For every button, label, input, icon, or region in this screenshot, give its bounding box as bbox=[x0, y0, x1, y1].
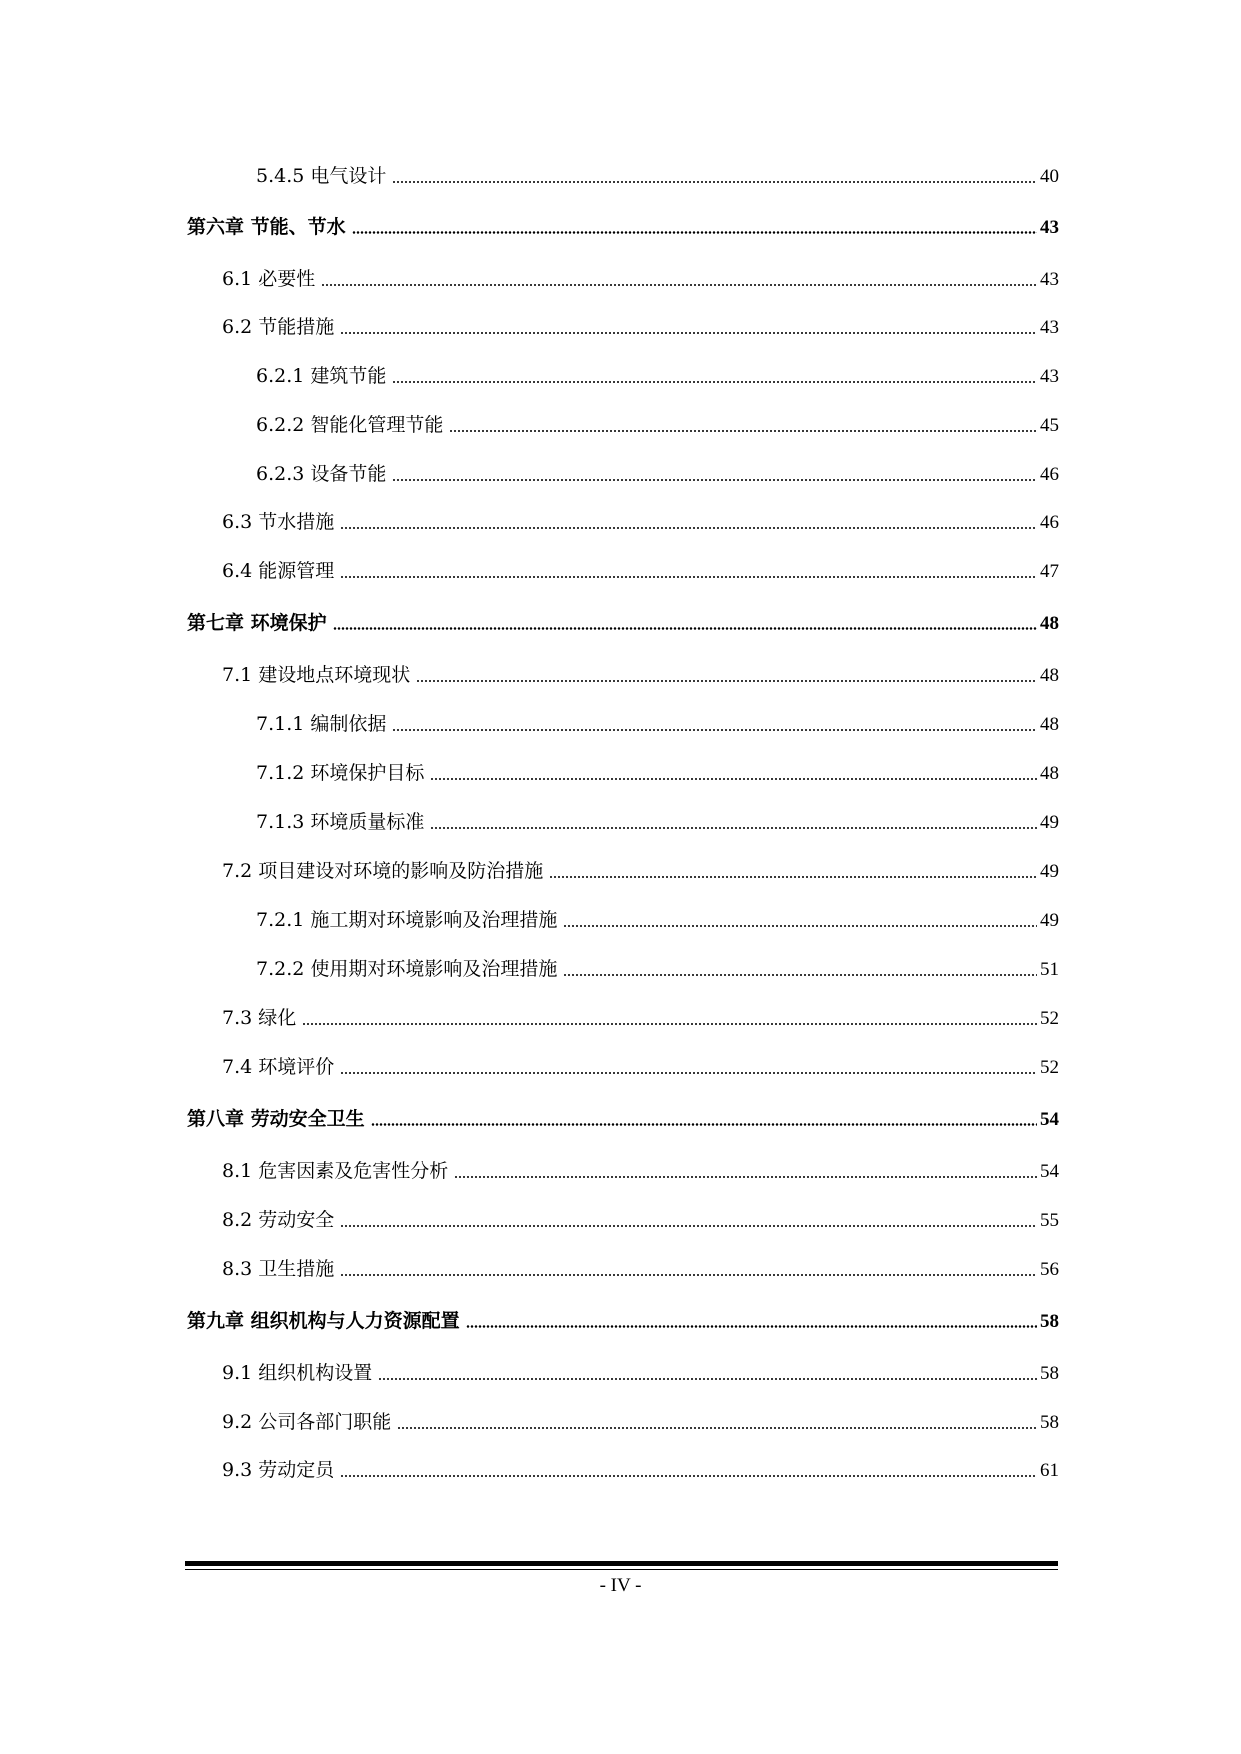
toc-entry[interactable] bbox=[222, 1407, 1059, 1437]
toc-entry[interactable] bbox=[222, 1156, 1059, 1186]
toc-entry[interactable] bbox=[222, 1358, 1059, 1388]
toc-chapter-entry[interactable] bbox=[187, 1306, 1059, 1336]
toc-entry-title: 8.3 卫生措施 bbox=[222, 1258, 335, 1280]
page-number: - IV - bbox=[599, 1575, 642, 1596]
toc-dot-leader bbox=[549, 876, 1037, 878]
toc-dot-leader bbox=[563, 974, 1037, 976]
toc-dot-leader bbox=[340, 1475, 1037, 1477]
toc-entry-page: 56 bbox=[1040, 1259, 1059, 1280]
toc-entry-title: 6.2.2 智能化管理节能 bbox=[256, 414, 444, 436]
toc-entry-page: 51 bbox=[1040, 959, 1059, 980]
toc-entry-page: 47 bbox=[1040, 561, 1059, 582]
toc-entry-page: 40 bbox=[1040, 166, 1059, 187]
toc-entry-title: 6.2.1 建筑节能 bbox=[256, 365, 387, 387]
toc-entry-title: 7.1.1 编制依据 bbox=[256, 713, 387, 735]
toc-dot-leader bbox=[392, 479, 1037, 481]
toc-entry-title: 9.3 劳动定员 bbox=[222, 1459, 335, 1481]
toc-entry[interactable] bbox=[256, 954, 1059, 984]
toc-entry-page: 48 bbox=[1040, 665, 1059, 686]
toc-entry-page: 46 bbox=[1040, 512, 1059, 533]
toc-entry-page: 58 bbox=[1040, 1311, 1059, 1332]
toc-entry-title: 5.4.5 电气设计 bbox=[256, 165, 387, 187]
toc-entry-title: 第九章 组织机构与人力资源配置 bbox=[187, 1310, 460, 1332]
toc-chapter-entry[interactable] bbox=[187, 608, 1059, 638]
toc-entry[interactable] bbox=[222, 507, 1059, 537]
toc-entry-page: 55 bbox=[1040, 1210, 1059, 1231]
toc-entry-page: 54 bbox=[1040, 1161, 1059, 1182]
toc-entry-title: 7.2 项目建设对环境的影响及防治措施 bbox=[222, 860, 544, 882]
toc-entry-page: 58 bbox=[1040, 1412, 1059, 1433]
toc-entry[interactable] bbox=[222, 856, 1059, 886]
toc-entry-title: 7.4 环境评价 bbox=[222, 1056, 335, 1078]
toc-dot-leader bbox=[563, 925, 1037, 927]
toc-dot-leader bbox=[416, 680, 1037, 682]
toc-dot-leader bbox=[449, 430, 1037, 432]
toc-dot-leader bbox=[454, 1176, 1037, 1178]
toc-entry-title: 第八章 劳动安全卫生 bbox=[187, 1108, 365, 1130]
toc-entry[interactable] bbox=[222, 312, 1059, 342]
toc-entry[interactable] bbox=[222, 264, 1059, 294]
toc-entry-page: 61 bbox=[1040, 1460, 1059, 1481]
toc-entry-title: 8.1 危害因素及危害性分析 bbox=[222, 1160, 449, 1182]
toc-entry-title: 9.1 组织机构设置 bbox=[222, 1362, 373, 1384]
toc-entry-title: 6.2.3 设备节能 bbox=[256, 463, 387, 485]
toc-dot-leader bbox=[333, 627, 1037, 630]
toc-entry[interactable] bbox=[256, 758, 1059, 788]
toc-entry-title: 6.2 节能措施 bbox=[222, 316, 335, 338]
toc-dot-leader bbox=[392, 381, 1037, 383]
toc-entry-title: 6.1 必要性 bbox=[222, 268, 316, 290]
toc-entry[interactable] bbox=[256, 459, 1059, 489]
toc-entry[interactable] bbox=[256, 807, 1059, 837]
toc-chapter-entry[interactable] bbox=[187, 212, 1059, 242]
toc-entry-page: 49 bbox=[1040, 910, 1059, 931]
toc-entry-title: 8.2 劳动安全 bbox=[222, 1209, 335, 1231]
toc-entry-page: 49 bbox=[1040, 861, 1059, 882]
toc-entry-page: 43 bbox=[1040, 217, 1059, 238]
toc-dot-leader bbox=[340, 1225, 1037, 1227]
footer-rule-thick bbox=[185, 1561, 1058, 1566]
toc-entry[interactable] bbox=[256, 161, 1059, 191]
toc-dot-leader bbox=[321, 284, 1037, 286]
toc-entry[interactable] bbox=[222, 660, 1059, 690]
toc-entry-title: 第七章 环境保护 bbox=[187, 612, 327, 634]
toc-entry-title: 6.4 能源管理 bbox=[222, 560, 335, 582]
toc-dot-leader bbox=[340, 1274, 1037, 1276]
toc-dot-leader bbox=[430, 778, 1037, 780]
toc-dot-leader bbox=[430, 827, 1037, 829]
toc-entry-page: 46 bbox=[1040, 464, 1059, 485]
toc-entry-title: 第六章 节能、节水 bbox=[187, 216, 346, 238]
toc-entry-page: 45 bbox=[1040, 415, 1059, 436]
toc-entry-title: 7.1.3 环境质量标准 bbox=[256, 811, 425, 833]
toc-dot-leader bbox=[352, 231, 1037, 234]
toc-entry[interactable] bbox=[222, 556, 1059, 586]
toc-dot-leader bbox=[302, 1023, 1037, 1025]
toc-entry-title: 7.3 绿化 bbox=[222, 1007, 297, 1029]
toc-entry[interactable] bbox=[222, 1455, 1059, 1485]
toc-entry-page: 52 bbox=[1040, 1008, 1059, 1029]
toc-entry[interactable] bbox=[256, 905, 1059, 935]
toc-entry-title: 7.1 建设地点环境现状 bbox=[222, 664, 411, 686]
toc-dot-leader bbox=[466, 1325, 1037, 1328]
toc-entry[interactable] bbox=[222, 1254, 1059, 1284]
toc-dot-leader bbox=[397, 1427, 1037, 1429]
footer-rule-thin bbox=[185, 1569, 1058, 1570]
toc-entry-page: 43 bbox=[1040, 366, 1059, 387]
toc-entry-title: 7.1.2 环境保护目标 bbox=[256, 762, 425, 784]
toc-entry[interactable] bbox=[222, 1052, 1059, 1082]
toc-dot-leader bbox=[340, 576, 1037, 578]
toc-dot-leader bbox=[340, 1072, 1037, 1074]
toc-dot-leader bbox=[340, 527, 1037, 529]
toc-entry-page: 48 bbox=[1040, 613, 1059, 634]
toc-entry-page: 43 bbox=[1040, 317, 1059, 338]
toc-entry-page: 52 bbox=[1040, 1057, 1059, 1078]
toc-entry-title: 9.2 公司各部门职能 bbox=[222, 1411, 392, 1433]
toc-dot-leader bbox=[392, 181, 1037, 183]
toc-entry[interactable] bbox=[256, 709, 1059, 739]
toc-entry-page: 48 bbox=[1040, 763, 1059, 784]
toc-entry-page: 43 bbox=[1040, 269, 1059, 290]
toc-dot-leader bbox=[371, 1123, 1037, 1126]
toc-entry[interactable] bbox=[256, 361, 1059, 391]
toc-chapter-entry[interactable] bbox=[187, 1104, 1059, 1134]
toc-entry-page: 48 bbox=[1040, 714, 1059, 735]
toc-entry[interactable] bbox=[256, 410, 1059, 440]
toc-dot-leader bbox=[378, 1378, 1037, 1380]
toc-entry[interactable] bbox=[222, 1205, 1059, 1235]
toc-entry-title: 6.3 节水措施 bbox=[222, 511, 335, 533]
toc-entry-page: 54 bbox=[1040, 1109, 1059, 1130]
toc-dot-leader bbox=[340, 332, 1037, 334]
toc-entry-title: 7.2.2 使用期对环境影响及治理措施 bbox=[256, 958, 558, 980]
toc-entry[interactable] bbox=[222, 1003, 1059, 1033]
toc-entry-page: 58 bbox=[1040, 1363, 1059, 1384]
toc-dot-leader bbox=[392, 729, 1037, 731]
toc-entry-title: 7.2.1 施工期对环境影响及治理措施 bbox=[256, 909, 558, 931]
toc-entry-page: 49 bbox=[1040, 812, 1059, 833]
